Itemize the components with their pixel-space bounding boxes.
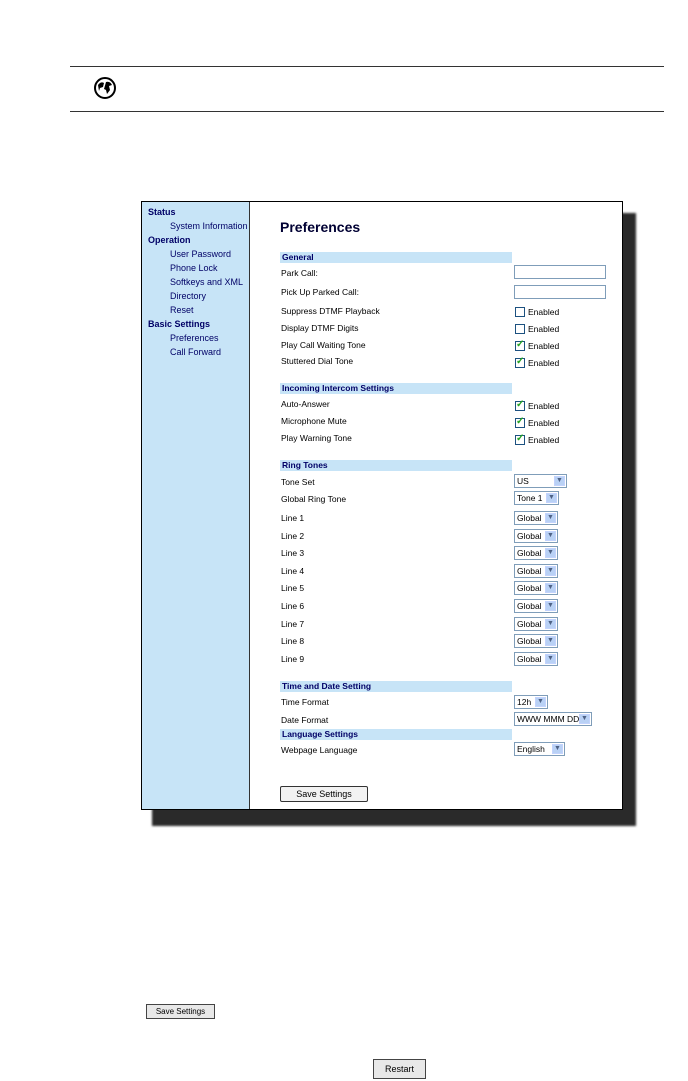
stuttered-dial-label: Stuttered Dial Tone	[281, 356, 354, 366]
play-call-waiting-label: Play Call Waiting Tone	[281, 340, 366, 350]
mic-mute-label: Microphone Mute	[281, 416, 347, 426]
tone-set-label: Tone Set	[281, 477, 315, 487]
chevron-down-icon: ▼	[545, 548, 556, 558]
bottom-rule	[70, 111, 664, 112]
pickup-parked-call-input[interactable]	[514, 285, 606, 299]
webpage-language-select[interactable]	[514, 742, 565, 756]
line-9-ring-value: Global	[517, 653, 542, 664]
line-4-ring-value: Global	[517, 565, 542, 576]
enabled-label: Enabled	[528, 418, 560, 428]
line-9-ring-select[interactable]	[514, 652, 558, 666]
section-general: General	[280, 252, 512, 263]
time-format-label: Time Format	[281, 697, 329, 707]
stuttered-dial-checkbox[interactable]	[515, 358, 525, 368]
date-format-value: WWW MMM DD	[517, 714, 580, 724]
line-1-ring-select[interactable]	[514, 511, 558, 525]
suppress-dtmf-label: Suppress DTMF Playback	[281, 306, 380, 316]
chevron-down-icon: ▼	[554, 476, 565, 486]
enabled-label: Enabled	[528, 307, 560, 317]
sidebar-item-preferences[interactable]: Preferences	[170, 333, 219, 343]
global-ring-tone-label: Global Ring Tone	[281, 494, 347, 504]
globe-icon	[94, 77, 116, 99]
chevron-down-icon: ▼	[545, 531, 556, 541]
section-time-date: Time and Date Setting	[280, 681, 512, 692]
restart-button-image: Restart	[373, 1059, 426, 1079]
web-ui-screenshot	[141, 201, 623, 810]
line-8-label: Line 8	[281, 636, 305, 647]
webpage-language-value: English	[517, 744, 545, 754]
chevron-down-icon: ▼	[545, 654, 556, 664]
sidebar-item-softkeys-xml[interactable]: Softkeys and XML	[170, 277, 244, 287]
auto-answer-label: Auto-Answer	[281, 399, 330, 409]
display-dtmf-checkbox[interactable]	[515, 324, 525, 334]
park-call-label: Park Call:	[281, 268, 318, 278]
line-3-ring-select[interactable]	[514, 546, 558, 560]
mic-mute-checkbox[interactable]	[515, 418, 525, 428]
line-8-ring-select[interactable]	[514, 634, 558, 648]
chevron-down-icon: ▼	[545, 636, 556, 646]
line-8-ring-value: Global	[517, 636, 542, 647]
section-language: Language Settings	[280, 729, 512, 740]
line-2-ring-value: Global	[517, 530, 542, 541]
line-7-ring-select[interactable]	[514, 617, 558, 631]
sidebar-section-operation[interactable]: Operation	[148, 235, 191, 245]
global-ring-tone-value: Tone 1	[517, 493, 543, 503]
chevron-down-icon: ▼	[546, 493, 557, 503]
enabled-label: Enabled	[528, 435, 560, 445]
tone-set-select[interactable]	[514, 474, 567, 488]
time-format-select[interactable]	[514, 695, 548, 709]
sidebar-item-user-password[interactable]: User Password	[170, 249, 232, 259]
chevron-down-icon: ▼	[579, 714, 590, 724]
line-7-label: Line 7	[281, 618, 305, 629]
section-ring-tones: Ring Tones	[280, 460, 512, 471]
save-settings-button[interactable]: Save Settings	[280, 786, 368, 802]
sidebar	[142, 202, 250, 809]
enabled-label: Enabled	[528, 358, 560, 368]
sidebar-item-system-information[interactable]: System Information	[170, 221, 248, 231]
enabled-label: Enabled	[528, 341, 560, 351]
line-3-ring-value: Global	[517, 548, 542, 559]
suppress-dtmf-checkbox[interactable]	[515, 307, 525, 317]
chevron-down-icon: ▼	[545, 619, 556, 629]
play-call-waiting-checkbox[interactable]	[515, 341, 525, 351]
sidebar-section-basic-settings[interactable]: Basic Settings	[148, 319, 211, 329]
main-panel	[250, 202, 622, 809]
date-format-label: Date Format	[281, 715, 329, 725]
line-2-label: Line 2	[281, 530, 305, 541]
save-settings-button-image: Save Settings	[146, 1004, 215, 1019]
line-2-ring-select[interactable]	[514, 529, 558, 543]
page-title: Preferences	[280, 219, 361, 235]
line-4-ring-select[interactable]	[514, 564, 558, 578]
sidebar-item-call-forward[interactable]: Call Forward	[170, 347, 222, 357]
section-intercom: Incoming Intercom Settings	[280, 383, 512, 394]
display-dtmf-label: Display DTMF Digits	[281, 323, 359, 333]
line-7-ring-value: Global	[517, 618, 542, 629]
line-4-label: Line 4	[281, 565, 305, 576]
tone-set-value: US	[517, 476, 529, 486]
chevron-down-icon: ▼	[545, 601, 556, 611]
date-format-select[interactable]	[514, 712, 592, 726]
line-6-ring-select[interactable]	[514, 599, 558, 613]
sidebar-item-reset[interactable]: Reset	[170, 305, 194, 315]
line-5-label: Line 5	[281, 583, 305, 594]
chevron-down-icon: ▼	[535, 697, 546, 707]
line-5-ring-select[interactable]	[514, 581, 558, 595]
time-format-value: 12h	[517, 697, 532, 707]
line-6-label: Line 6	[281, 601, 305, 611]
enabled-label: Enabled	[528, 401, 560, 411]
park-call-input[interactable]	[514, 265, 606, 279]
chevron-down-icon: ▼	[545, 513, 556, 523]
line-5-ring-value: Global	[517, 583, 542, 594]
line-1-label: Line 1	[281, 513, 305, 523]
webpage-language-label: Webpage Language	[281, 745, 358, 755]
auto-answer-checkbox[interactable]	[515, 401, 525, 411]
line-9-label: Line 9	[281, 653, 305, 664]
line-6-ring-value: Global	[517, 601, 542, 611]
line-3-label: Line 3	[281, 548, 305, 559]
global-ring-tone-select[interactable]	[514, 491, 559, 505]
sidebar-item-phone-lock[interactable]: Phone Lock	[170, 263, 218, 273]
play-warning-label: Play Warning Tone	[281, 433, 352, 443]
chevron-down-icon: ▼	[545, 583, 556, 593]
enabled-label: Enabled	[528, 324, 560, 334]
play-warning-checkbox[interactable]	[515, 435, 525, 445]
sidebar-section-status[interactable]: Status	[148, 207, 176, 217]
chevron-down-icon: ▼	[552, 744, 563, 754]
sidebar-item-directory[interactable]: Directory	[170, 291, 207, 301]
pickup-parked-call-label: Pick Up Parked Call:	[281, 287, 359, 297]
top-rule	[70, 66, 664, 67]
chevron-down-icon: ▼	[545, 566, 556, 576]
line-1-ring-value: Global	[517, 513, 542, 523]
